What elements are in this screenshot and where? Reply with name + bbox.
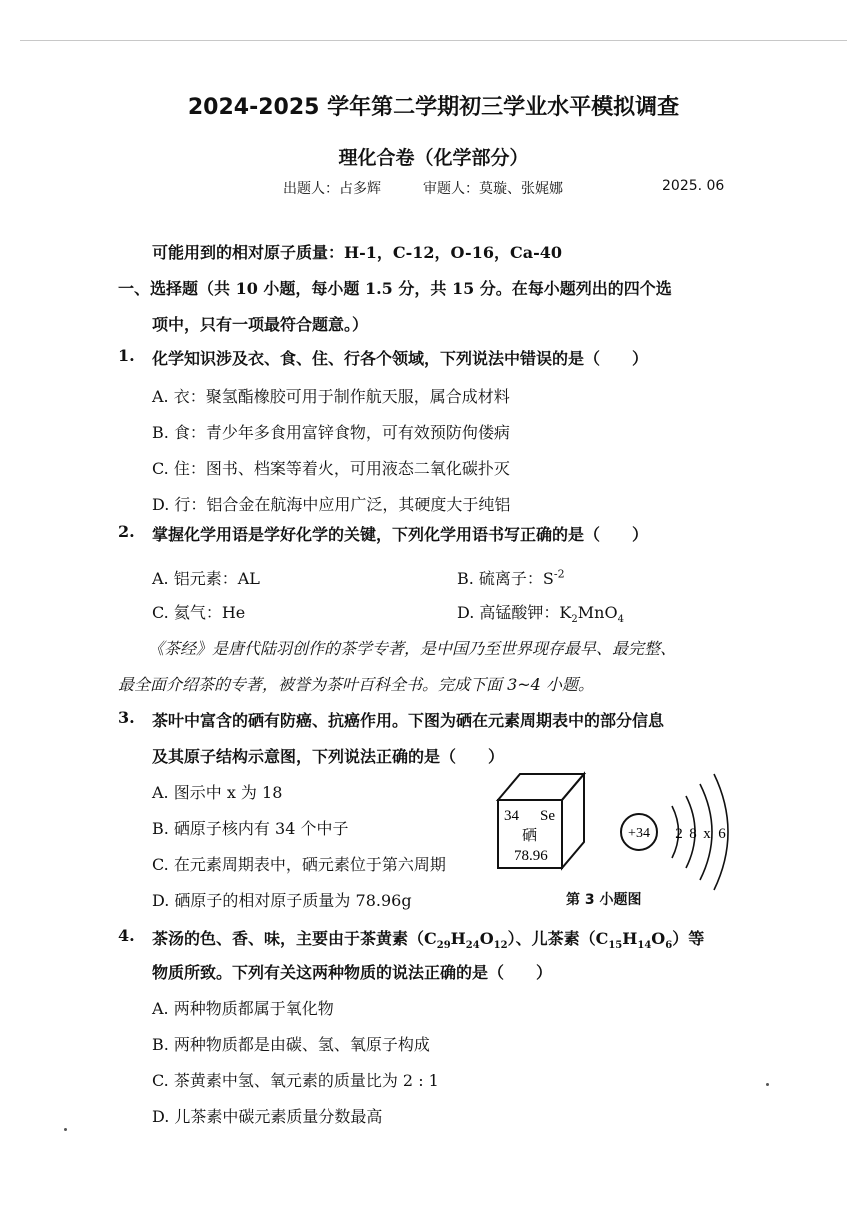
- section-title-line1: 一、选择题（共 10 小题，每小题 1.5 分，共 15 分。在每小题列出的四个选: [118, 279, 672, 298]
- question-number: 2.: [118, 522, 135, 541]
- question-1-option-a: A. 衣：聚氢酯橡胶可用于制作航天服，属合成材料: [152, 387, 510, 406]
- shell-2-electrons: 8: [689, 826, 697, 842]
- question-2-option-d: D. 高锰酸钾：$K_2MnO_4$: [457, 603, 624, 626]
- passage-line1: 《茶经》是唐代陆羽创作的茶学专著，是中国乃至世界现存最早、最完整、: [148, 639, 677, 658]
- question-4-option-d: D. 儿茶素中碳元素质量分数最高: [152, 1107, 383, 1126]
- question-2-option-c: C. 氦气：He: [152, 603, 246, 622]
- shell-4-electrons: 6: [718, 826, 726, 842]
- question-4-option-a: A. 两种物质都属于氧化物: [152, 999, 334, 1018]
- scan-speck: [64, 1128, 67, 1131]
- question-4-stem-line2: 物质所致。下列有关这两种物质的说法正确的是（ ）: [152, 963, 553, 982]
- exam-title: 2024-2025 学年第二学期初三学业水平模拟调查: [187, 95, 680, 120]
- exam-date: 2025. 06: [662, 178, 725, 194]
- question-4-option-c: C. 茶黄素中氢、氧元素的质量比为 2 : 1: [152, 1071, 439, 1090]
- question-3-option-c: C. 在元素周期表中，硒元素位于第六周期: [152, 855, 446, 874]
- top-border-line: [20, 40, 847, 41]
- question-3-option-b: B. 硒原子核内有 34 个中子: [152, 819, 349, 838]
- question-1-stem: 化学知识涉及衣、食、住、行各个领域，下列说法中错误的是（ ）: [152, 349, 649, 368]
- periodic-table-cell: [498, 774, 584, 868]
- atomic-mass: 78.96: [514, 848, 548, 864]
- shell-1-electrons: 2: [675, 826, 683, 842]
- question-1-option-c: C. 住：图书、档案等着火，可用液态二氧化碳扑灭: [152, 459, 510, 478]
- atomic-number: 34: [504, 808, 519, 824]
- shell-3-electrons: x: [703, 826, 711, 842]
- question-1-option-d: D. 行：铝合金在航海中应用广泛，其硬度大于纯铝: [152, 495, 511, 514]
- element-name: 硒: [522, 826, 538, 844]
- setter-label: 出题人：占多辉: [283, 181, 381, 197]
- question-3-option-a: A. 图示中 x 为 18: [152, 783, 283, 802]
- reviewer-label: 审题人：莫璇、张娓娜: [423, 181, 563, 197]
- passage-line2: 最全面介绍茶的专著，被誉为茶叶百科全书。完成下面 3~4 小题。: [118, 675, 594, 694]
- atomic-mass-line: 可能用到的相对原子质量：H-1，C-12，O-16，Ca-40: [152, 243, 562, 262]
- question-2-stem: 掌握化学用语是学好化学的关键，下列化学用语书写正确的是（ ）: [152, 525, 649, 544]
- nucleus-charge: +34: [628, 826, 650, 841]
- element-symbol: Se: [540, 808, 555, 824]
- question-2-option-b: B. 硫离子：$S^{-2}$: [457, 567, 565, 588]
- atomic-structure-diagram: [621, 774, 728, 890]
- question-number: 3.: [118, 708, 135, 727]
- question-3-option-d: D. 硒原子的相对原子质量为 78.96g: [152, 891, 412, 910]
- question-2-option-a: A. 铝元素：AL: [152, 569, 260, 588]
- figure-caption: 第 3 小题图: [566, 892, 642, 908]
- question-1-option-b: B. 食：青少年多食用富锌食物，可有效预防佝偻病: [152, 423, 510, 442]
- section-title-line2: 项中，只有一项最符合题意。）: [152, 315, 369, 334]
- question-number: 4.: [118, 926, 135, 945]
- scan-speck: [766, 1083, 769, 1086]
- question-4-option-b: B. 两种物质都是由碳、氢、氧原子构成: [152, 1035, 430, 1054]
- question-3-stem-line1: 茶叶中富含的硒有防癌、抗癌作用。下图为硒在元素周期表中的部分信息: [152, 711, 665, 730]
- exam-subtitle: 理化合卷（化学部分）: [338, 147, 529, 169]
- question-3-stem-line2: 及其原子结构示意图，下列说法正确的是（ ）: [152, 747, 505, 766]
- question-number: 1.: [118, 346, 135, 365]
- question-4-stem-line1: 茶汤的色、香、味，主要由于茶黄素$(C_{29}H_{24}O_{12})$、儿茶素$(C_{15}H_{14}O_6)$等: [152, 929, 705, 952]
